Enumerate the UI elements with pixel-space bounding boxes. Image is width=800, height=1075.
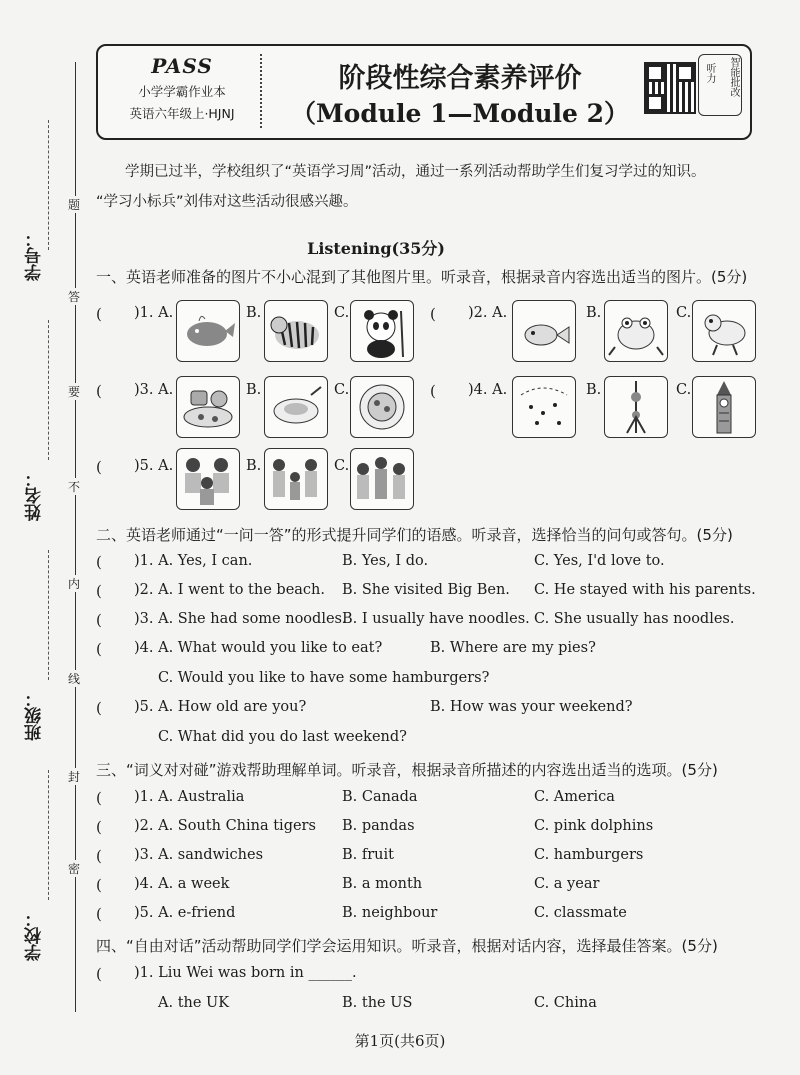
s2-q2-b: B. She visited Big Ben.: [342, 582, 510, 598]
q2-num: )2. A.: [468, 305, 508, 321]
s3-q1-b: B. Canada: [342, 789, 418, 805]
header-box: [96, 44, 752, 140]
s3-q2-c: C. pink dolphins: [534, 818, 654, 834]
s2-q3-b: B. I usually have noodles.: [342, 611, 530, 627]
tower-icon[interactable]: [604, 376, 668, 438]
logo: PASS: [151, 54, 213, 78]
section3-title: 三、“词义对对碰”游戏帮助理解单词。听录音，根据录音所描述的内容选出适当的选项。(5分): [96, 761, 718, 779]
whale-icon[interactable]: [176, 300, 240, 362]
seal-char: 密: [68, 862, 81, 876]
s3-q3-a: )3. A. sandwiches: [134, 847, 264, 863]
s3-q2-a: )2. A. South China tigers: [134, 818, 316, 834]
seal-char: 不: [68, 480, 81, 494]
s4-q1-b: B. the US: [342, 995, 413, 1011]
s2-q1-c: C. Yes, I'd love to.: [534, 553, 665, 569]
seal-char: 答: [68, 290, 81, 304]
answer-paren[interactable]: (: [96, 640, 102, 658]
section4-title: 四、“自由对话”活动帮助同学们学会运用知识。听录音，根据对话内容，选择最佳答案。(5分): [96, 937, 718, 955]
family-icon[interactable]: [264, 448, 328, 510]
s2-q5-a: )5. A. How old are you?: [134, 699, 307, 715]
answer-paren[interactable]: (: [96, 553, 102, 571]
answer-paren[interactable]: (: [430, 305, 436, 323]
seal-char: 要: [68, 385, 81, 399]
divider: [260, 54, 262, 128]
s3-q1-a: )1. A. Australia: [134, 789, 245, 805]
answer-paren[interactable]: (: [96, 789, 102, 807]
answer-paren[interactable]: (: [96, 382, 102, 400]
plate-icon[interactable]: [264, 376, 328, 438]
s4-q1-c: C. China: [534, 995, 597, 1011]
frog-icon[interactable]: [604, 300, 668, 362]
s4-q1-a: A. the UK: [158, 995, 230, 1011]
student-id-label: 学号：: [25, 230, 45, 281]
brand-line-1: 小学学霸作业本: [138, 84, 226, 99]
q2-c: C.: [676, 305, 692, 321]
answer-paren[interactable]: (: [96, 847, 102, 865]
s3-q4-b: B. a month: [342, 876, 423, 892]
answer-paren[interactable]: (: [96, 965, 102, 983]
answer-paren[interactable]: (: [96, 458, 102, 476]
answer-paren[interactable]: (: [96, 699, 102, 717]
class-field[interactable]: [48, 550, 49, 680]
seal-char: 题: [68, 198, 81, 212]
s2-q4-b: B. Where are my pies?: [430, 640, 596, 656]
page-number: 第1页(共6页): [354, 1032, 446, 1050]
q5-num: )5. A.: [134, 458, 174, 474]
map-icon[interactable]: [512, 376, 576, 438]
answer-paren[interactable]: (: [96, 305, 102, 323]
q5-c: C.: [334, 458, 350, 474]
s3-q3-c: C. hamburgers: [534, 847, 644, 863]
seal-char: 封: [68, 770, 81, 784]
q1-num: )1. A.: [134, 305, 174, 321]
seal-char: 内: [68, 577, 81, 591]
panda-icon[interactable]: [350, 300, 414, 362]
listen-text: 听力: [704, 63, 715, 83]
s2-q3-c: C. She usually has noodles.: [534, 611, 735, 627]
q1-c: C.: [334, 305, 350, 321]
q5-b: B.: [246, 458, 262, 474]
tiger-icon[interactable]: [264, 300, 328, 362]
s3-q5-b: B. neighbour: [342, 905, 438, 921]
s2-q2-c: C. He stayed with his parents.: [534, 582, 756, 598]
seal-char: 线: [68, 672, 81, 686]
q4-b: B.: [586, 382, 602, 398]
s2-q5-b: B. How was your weekend?: [430, 699, 633, 715]
intro-line-1: 学期已过半，学校组织了“英语学习周”活动，通过一系列活动帮助学生们复习学过的知识。: [125, 164, 706, 180]
brand: [112, 54, 252, 122]
school-field[interactable]: [48, 770, 49, 900]
answer-paren[interactable]: (: [96, 582, 102, 600]
brand-line-2: 英语六年级上·HJNJ: [129, 106, 235, 121]
section1-title: 一、英语老师准备的图片不小心混到了其他图片里。听录音，根据录音内容选出适当的图片。(5分): [96, 268, 748, 286]
s3-q4-a: )4. A. a week: [134, 876, 230, 892]
s2-q4-c: C. Would you like to have some hamburgers?: [158, 670, 490, 686]
name-label: 姓名：: [25, 470, 45, 521]
school-label: 学校：: [25, 910, 45, 961]
s2-q5-c: C. What did you do last weekend?: [158, 729, 407, 745]
smart-grading-text: 智能批改: [728, 57, 739, 97]
fish-icon[interactable]: [512, 300, 576, 362]
food-icon[interactable]: [176, 376, 240, 438]
smart-grading-badge: [698, 54, 742, 116]
s3-q2-b: B. pandas: [342, 818, 415, 834]
q2-b: B.: [586, 305, 602, 321]
answer-paren[interactable]: (: [96, 876, 102, 894]
s4-q1: )1. Liu Wei was born in ______.: [134, 965, 357, 981]
listening-title: Listening(35分): [307, 239, 445, 258]
answer-paren[interactable]: (: [96, 905, 102, 923]
answer-paren[interactable]: (: [430, 382, 436, 400]
q4-c: C.: [676, 382, 692, 398]
qr-code-icon[interactable]: [644, 62, 696, 114]
answer-paren[interactable]: (: [96, 818, 102, 836]
family-icon[interactable]: [350, 448, 414, 510]
q3-b: B.: [246, 382, 262, 398]
q1-b: B.: [246, 305, 262, 321]
s2-q3-a: )3. A. She had some noodles.: [134, 611, 347, 627]
q3-c: C.: [334, 382, 350, 398]
s2-q4-a: )4. A. What would you like to eat?: [134, 640, 383, 656]
s2-q1-a: )1. A. Yes, I can.: [134, 553, 253, 569]
page-title: 阶段性综合素养评价: [338, 63, 582, 94]
class-label: 班级：: [25, 690, 45, 741]
dish-icon[interactable]: [350, 376, 414, 438]
family-icon[interactable]: [176, 448, 240, 510]
s2-q2-a: )2. A. I went to the beach.: [134, 582, 325, 598]
s3-q1-c: C. America: [534, 789, 615, 805]
answer-paren[interactable]: (: [96, 611, 102, 629]
section2-title: 二、英语老师通过“一问一答”的形式提升同学们的语感。听录音，选择恰当的问句或答句。(5分): [96, 526, 733, 544]
s2-q1-b: B. Yes, I do.: [342, 553, 429, 569]
s3-q5-a: )5. A. e-friend: [134, 905, 236, 921]
q4-num: )4. A.: [468, 382, 508, 398]
big-ben-icon[interactable]: [692, 376, 756, 438]
q3-num: )3. A.: [134, 382, 174, 398]
s3-q3-b: B. fruit: [342, 847, 394, 863]
dragon-icon[interactable]: [692, 300, 756, 362]
s3-q4-c: C. a year: [534, 876, 600, 892]
intro-line-2: “学习小标兵”刘伟对这些活动很感兴趣。: [96, 194, 358, 210]
s3-q5-c: C. classmate: [534, 905, 627, 921]
student-id-field[interactable]: [48, 120, 49, 250]
name-field[interactable]: [48, 320, 49, 460]
page-subtitle: （Module 1—Module 2）: [290, 99, 629, 128]
